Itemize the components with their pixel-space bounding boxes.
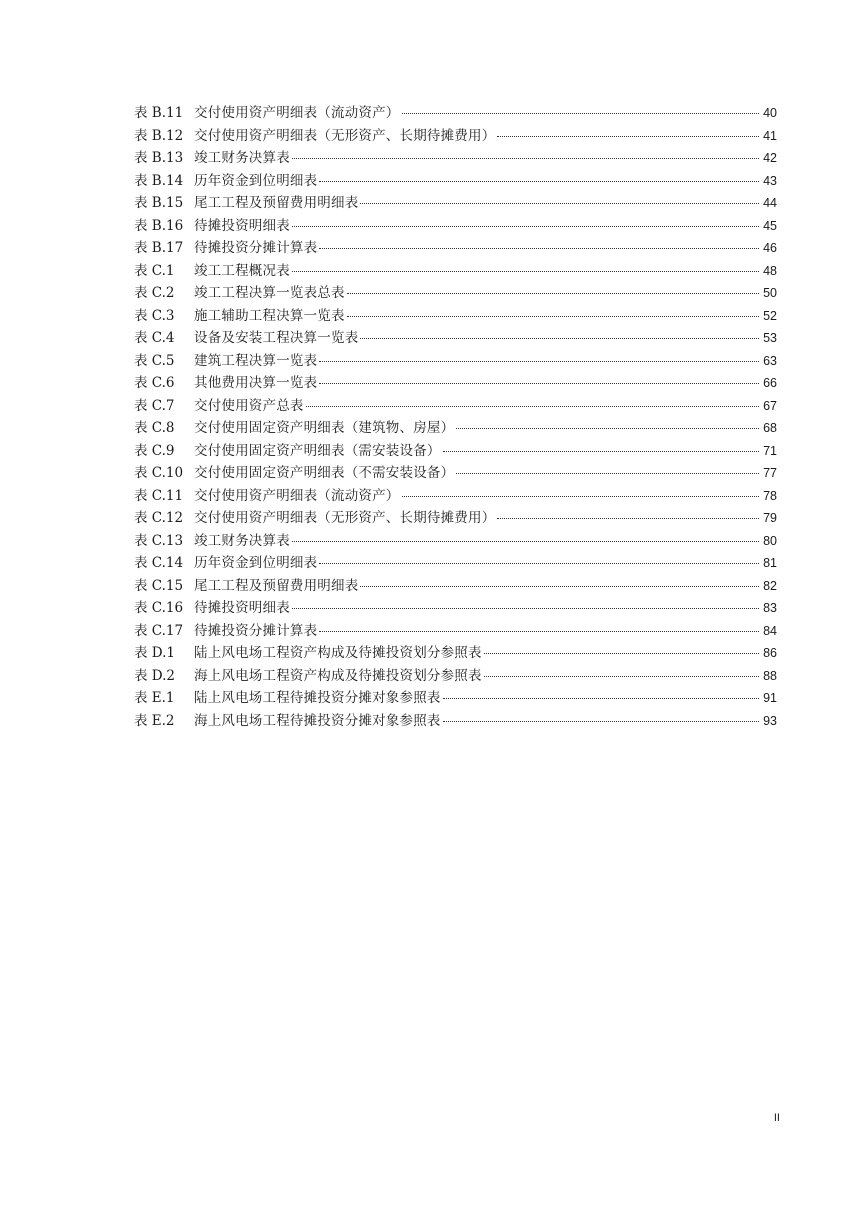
toc-entry-label: 表 C.14 (134, 555, 184, 571)
toc-entry[interactable] (134, 687, 777, 710)
table-of-contents (134, 102, 777, 732)
toc-entry[interactable] (134, 147, 777, 170)
toc-entry-title: 交付使用资产明细表（无形资产、长期待摊费用） (194, 510, 496, 526)
toc-entry[interactable] (134, 417, 777, 440)
toc-entry-label: 表 C.4 (134, 330, 175, 346)
toc-entry-page: 84 (763, 623, 777, 638)
dot-leader (497, 518, 759, 519)
toc-entry-title: 交付使用固定资产明细表（不需安装设备） (194, 465, 455, 481)
toc-entry-label: 表 C.17 (134, 622, 184, 639)
toc-entry-page: 48 (763, 263, 777, 278)
toc-entry-label: 表 C.2 (134, 285, 175, 301)
toc-entry-page: 93 (763, 713, 777, 728)
toc-entry[interactable] (134, 485, 777, 508)
dot-leader (443, 451, 759, 452)
toc-entry-page: 63 (763, 353, 777, 368)
toc-entry[interactable] (134, 102, 777, 125)
dot-leader (319, 361, 759, 362)
toc-entry-page: 88 (763, 668, 777, 683)
toc-entry-title: 竣工财务决算表 (194, 150, 290, 166)
toc-entry[interactable] (134, 710, 777, 733)
toc-entry-page: 81 (763, 556, 777, 570)
toc-entry[interactable] (134, 282, 777, 305)
toc-entry[interactable] (134, 462, 777, 485)
toc-entry-title: 尾工工程及预留费用明细表 (194, 195, 359, 211)
toc-entry-label: 表 D.2 (134, 667, 176, 684)
toc-entry-page: 41 (763, 128, 777, 143)
dot-leader (292, 158, 759, 159)
toc-entry[interactable] (134, 440, 777, 463)
toc-entry-page: 42 (763, 151, 777, 165)
toc-entry-title: 待摊投资分摊计算表 (194, 622, 318, 639)
dot-leader (292, 608, 759, 609)
toc-entry-title: 交付使用资产明细表（无形资产、长期待摊费用） (194, 127, 496, 144)
dot-leader (456, 473, 759, 474)
dot-leader (319, 631, 759, 632)
toc-entry-page: 86 (763, 646, 777, 660)
dot-leader (402, 496, 760, 497)
toc-entry-label: 表 C.16 (134, 600, 184, 616)
toc-entry-page: 79 (763, 511, 777, 525)
toc-entry[interactable] (134, 215, 777, 238)
page-number: II (773, 1112, 780, 1124)
toc-entry-label: 表 B.16 (134, 217, 184, 234)
toc-entry-label: 表 B.17 (134, 240, 184, 256)
toc-entry-label: 表 C.6 (134, 375, 175, 391)
toc-entry[interactable] (134, 597, 777, 620)
toc-entry-label: 表 C.13 (134, 532, 184, 549)
toc-entry-label: 表 C.3 (134, 307, 175, 324)
toc-entry-title: 交付使用资产明细表（流动资产） (194, 105, 400, 121)
toc-entry-title: 竣工财务决算表 (194, 532, 290, 549)
dot-leader (347, 293, 759, 294)
toc-entry-title: 陆上风电场工程待摊投资分摊对象参照表 (194, 690, 441, 706)
dot-leader (360, 338, 759, 339)
toc-entry-page: 43 (763, 173, 777, 188)
toc-entry-title: 尾工工程及预留费用明细表 (194, 577, 359, 594)
toc-entry-page: 52 (763, 308, 777, 323)
toc-entry[interactable] (134, 170, 777, 193)
dot-leader (497, 136, 759, 137)
toc-entry-page: 83 (763, 601, 777, 615)
toc-entry-label: 表 B.15 (134, 195, 184, 211)
toc-entry[interactable] (134, 260, 777, 283)
toc-entry[interactable] (134, 395, 777, 418)
dot-leader (319, 248, 759, 249)
toc-entry-label: 表 B.11 (134, 105, 184, 121)
dot-leader (347, 316, 759, 317)
toc-entry-title: 待摊投资明细表 (194, 600, 290, 616)
dot-leader (402, 113, 760, 114)
toc-entry-label: 表 C.5 (134, 352, 175, 369)
toc-entry-title: 海上风电场工程资产构成及待摊投资划分参照表 (194, 667, 482, 684)
toc-entry-page: 91 (763, 691, 777, 705)
toc-entry-title: 其他费用决算一览表 (194, 375, 318, 391)
toc-entry-page: 66 (763, 376, 777, 390)
toc-entry-title: 施工辅助工程决算一览表 (194, 307, 345, 324)
toc-entry-label: 表 B.14 (134, 172, 184, 189)
dot-leader (319, 181, 759, 182)
toc-entry-label: 表 C.10 (134, 465, 184, 481)
toc-entry-label: 表 C.15 (134, 577, 184, 594)
toc-entry-page: 80 (763, 533, 777, 548)
toc-entry[interactable] (134, 327, 777, 350)
dot-leader (292, 541, 759, 542)
dot-leader (443, 698, 759, 699)
toc-entry[interactable] (134, 575, 777, 598)
toc-entry-title: 竣工工程决算一览表总表 (194, 285, 345, 301)
toc-entry-label: 表 B.13 (134, 150, 184, 166)
toc-entry-label: 表 B.12 (134, 127, 184, 144)
toc-entry-page: 78 (763, 488, 777, 503)
toc-entry-label: 表 E.1 (134, 690, 175, 706)
toc-entry-page: 82 (763, 578, 777, 593)
toc-entry[interactable] (134, 620, 777, 643)
toc-entry-page: 44 (763, 196, 777, 210)
toc-entry-page: 68 (763, 421, 777, 435)
toc-entry-title: 交付使用固定资产明细表（需安装设备） (194, 442, 441, 459)
toc-entry-label: 表 C.12 (134, 510, 184, 526)
toc-entry[interactable] (134, 507, 777, 530)
toc-entry-title: 交付使用固定资产明细表（建筑物、房屋） (194, 420, 455, 436)
toc-entry-title: 历年资金到位明细表 (194, 555, 318, 571)
toc-entry-page: 45 (763, 218, 777, 233)
toc-entry[interactable] (134, 192, 777, 215)
toc-entry[interactable] (134, 305, 777, 328)
toc-entry[interactable] (134, 372, 777, 395)
toc-entry[interactable] (134, 665, 777, 688)
dot-leader (484, 653, 759, 654)
toc-entry[interactable] (134, 642, 777, 665)
toc-entry-title: 陆上风电场工程资产构成及待摊投资划分参照表 (194, 645, 482, 661)
dot-leader (319, 383, 759, 384)
toc-entry-page: 53 (763, 331, 777, 345)
toc-entry-title: 历年资金到位明细表 (194, 172, 318, 189)
toc-entry-label: 表 C.8 (134, 420, 175, 436)
toc-entry-title: 交付使用资产明细表（流动资产） (194, 487, 400, 504)
toc-entry-page: 46 (763, 241, 777, 255)
dot-leader (360, 203, 759, 204)
toc-entry[interactable] (134, 125, 777, 148)
toc-entry-title: 设备及安装工程决算一览表 (194, 330, 359, 346)
toc-entry[interactable] (134, 237, 777, 260)
toc-entry-label: 表 C.11 (134, 487, 184, 504)
toc-entry-title: 竣工工程概况表 (194, 262, 290, 279)
toc-entry-label: 表 C.9 (134, 442, 175, 459)
toc-entry-label: 表 D.1 (134, 645, 176, 661)
toc-entry-page: 77 (763, 466, 777, 480)
dot-leader (443, 721, 759, 722)
toc-entry-title: 海上风电场工程待摊投资分摊对象参照表 (194, 712, 441, 729)
toc-entry-title: 建筑工程决算一览表 (194, 352, 318, 369)
toc-entry-title: 待摊投资分摊计算表 (194, 240, 318, 256)
toc-entry-label: 表 E.2 (134, 712, 175, 729)
dot-leader (292, 226, 759, 227)
dot-leader (456, 428, 759, 429)
toc-entry-title: 待摊投资明细表 (194, 217, 290, 234)
toc-entry[interactable] (134, 552, 777, 575)
toc-entry-label: 表 C.1 (134, 262, 175, 279)
toc-entry-title: 交付使用资产总表 (194, 397, 304, 414)
toc-entry-page: 71 (763, 443, 777, 458)
toc-entry-page: 40 (763, 106, 777, 120)
toc-entry-label: 表 C.7 (134, 397, 175, 414)
dot-leader (292, 271, 759, 272)
dot-leader (360, 586, 759, 587)
toc-entry-page: 67 (763, 398, 777, 413)
dot-leader (319, 563, 759, 564)
toc-entry[interactable] (134, 530, 777, 553)
toc-entry-page: 50 (763, 286, 777, 300)
toc-entry[interactable] (134, 350, 777, 373)
dot-leader (306, 406, 759, 407)
dot-leader (484, 676, 759, 677)
